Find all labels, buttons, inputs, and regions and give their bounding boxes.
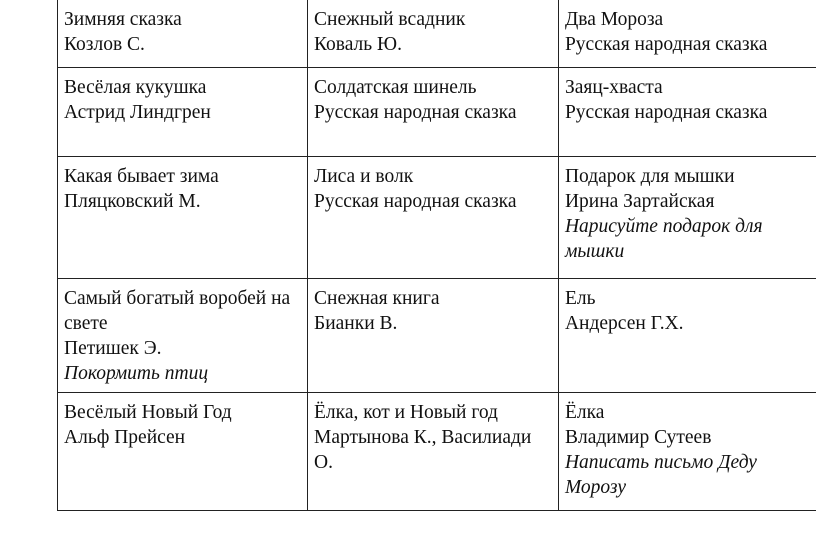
table-cell (308, 67, 559, 156)
table-row (58, 392, 816, 510)
table-cell (558, 156, 816, 278)
table-cell (558, 278, 816, 392)
book-author: Петишек Э. (64, 337, 162, 359)
book-task: Написать письмо Деду Морозу (564, 451, 757, 498)
book-title: Ёлка (564, 401, 605, 423)
book-author: Андерсен Г.Х. (564, 312, 684, 334)
table-cell (308, 392, 559, 510)
book-title: Весёлый Новый Год (64, 401, 232, 423)
book-title: Подарок для мышки (564, 165, 735, 187)
table-cell (308, 156, 559, 278)
book-author: Коваль Ю. (314, 34, 402, 55)
book-author: Русская народная сказка (564, 34, 768, 55)
table-cell (308, 278, 559, 392)
book-author: Козлов С. (64, 34, 145, 55)
reading-list-table (57, 0, 816, 511)
book-author: Владимир Сутеев (564, 426, 712, 448)
table-cell (58, 0, 308, 67)
book-author: Русская народная сказка (314, 190, 517, 212)
book-title: Какая бывает зима (64, 165, 219, 187)
table-cell (58, 67, 308, 156)
book-task: Нарисуйте подарок для мышки (564, 215, 763, 262)
book-author: Русская народная сказка (564, 101, 768, 123)
book-title: Весёлая кукушка (64, 76, 207, 98)
book-title: Самый богатый воробей на свете (64, 287, 291, 334)
book-title: Снежная книга (314, 287, 440, 309)
book-author: Астрид Линдгрен (64, 101, 211, 123)
book-title: Ель (564, 287, 596, 309)
table-row (58, 156, 816, 278)
table-cell (58, 392, 308, 510)
table-cell (308, 0, 559, 67)
book-author: Пляцковский М. (64, 190, 201, 212)
book-author: Альф Прейсен (64, 426, 186, 448)
table-row (58, 67, 816, 156)
book-title: Лиса и волк (314, 165, 414, 187)
book-author: Русская народная сказка (314, 101, 517, 123)
book-title: Ёлка, кот и Новый год (314, 401, 498, 423)
book-title: Два Мороза (564, 9, 664, 30)
book-title: Зимняя сказка (64, 9, 182, 30)
book-author: Мартынова К., Василиади О. (314, 426, 532, 473)
table-cell (58, 278, 308, 392)
table-row (58, 278, 816, 392)
book-author: Бианки В. (314, 312, 398, 334)
book-title: Солдатская шинель (314, 76, 477, 98)
table-cell (558, 392, 816, 510)
table-cell (58, 156, 308, 278)
table-cell (558, 67, 816, 156)
table-row (58, 0, 816, 67)
book-task: Покормить птиц (64, 362, 209, 384)
table-cell (558, 0, 816, 67)
book-title: Снежный всадник (314, 9, 466, 30)
book-title: Заяц-хваста (564, 76, 663, 98)
book-author: Ирина Зартайская (564, 190, 715, 212)
